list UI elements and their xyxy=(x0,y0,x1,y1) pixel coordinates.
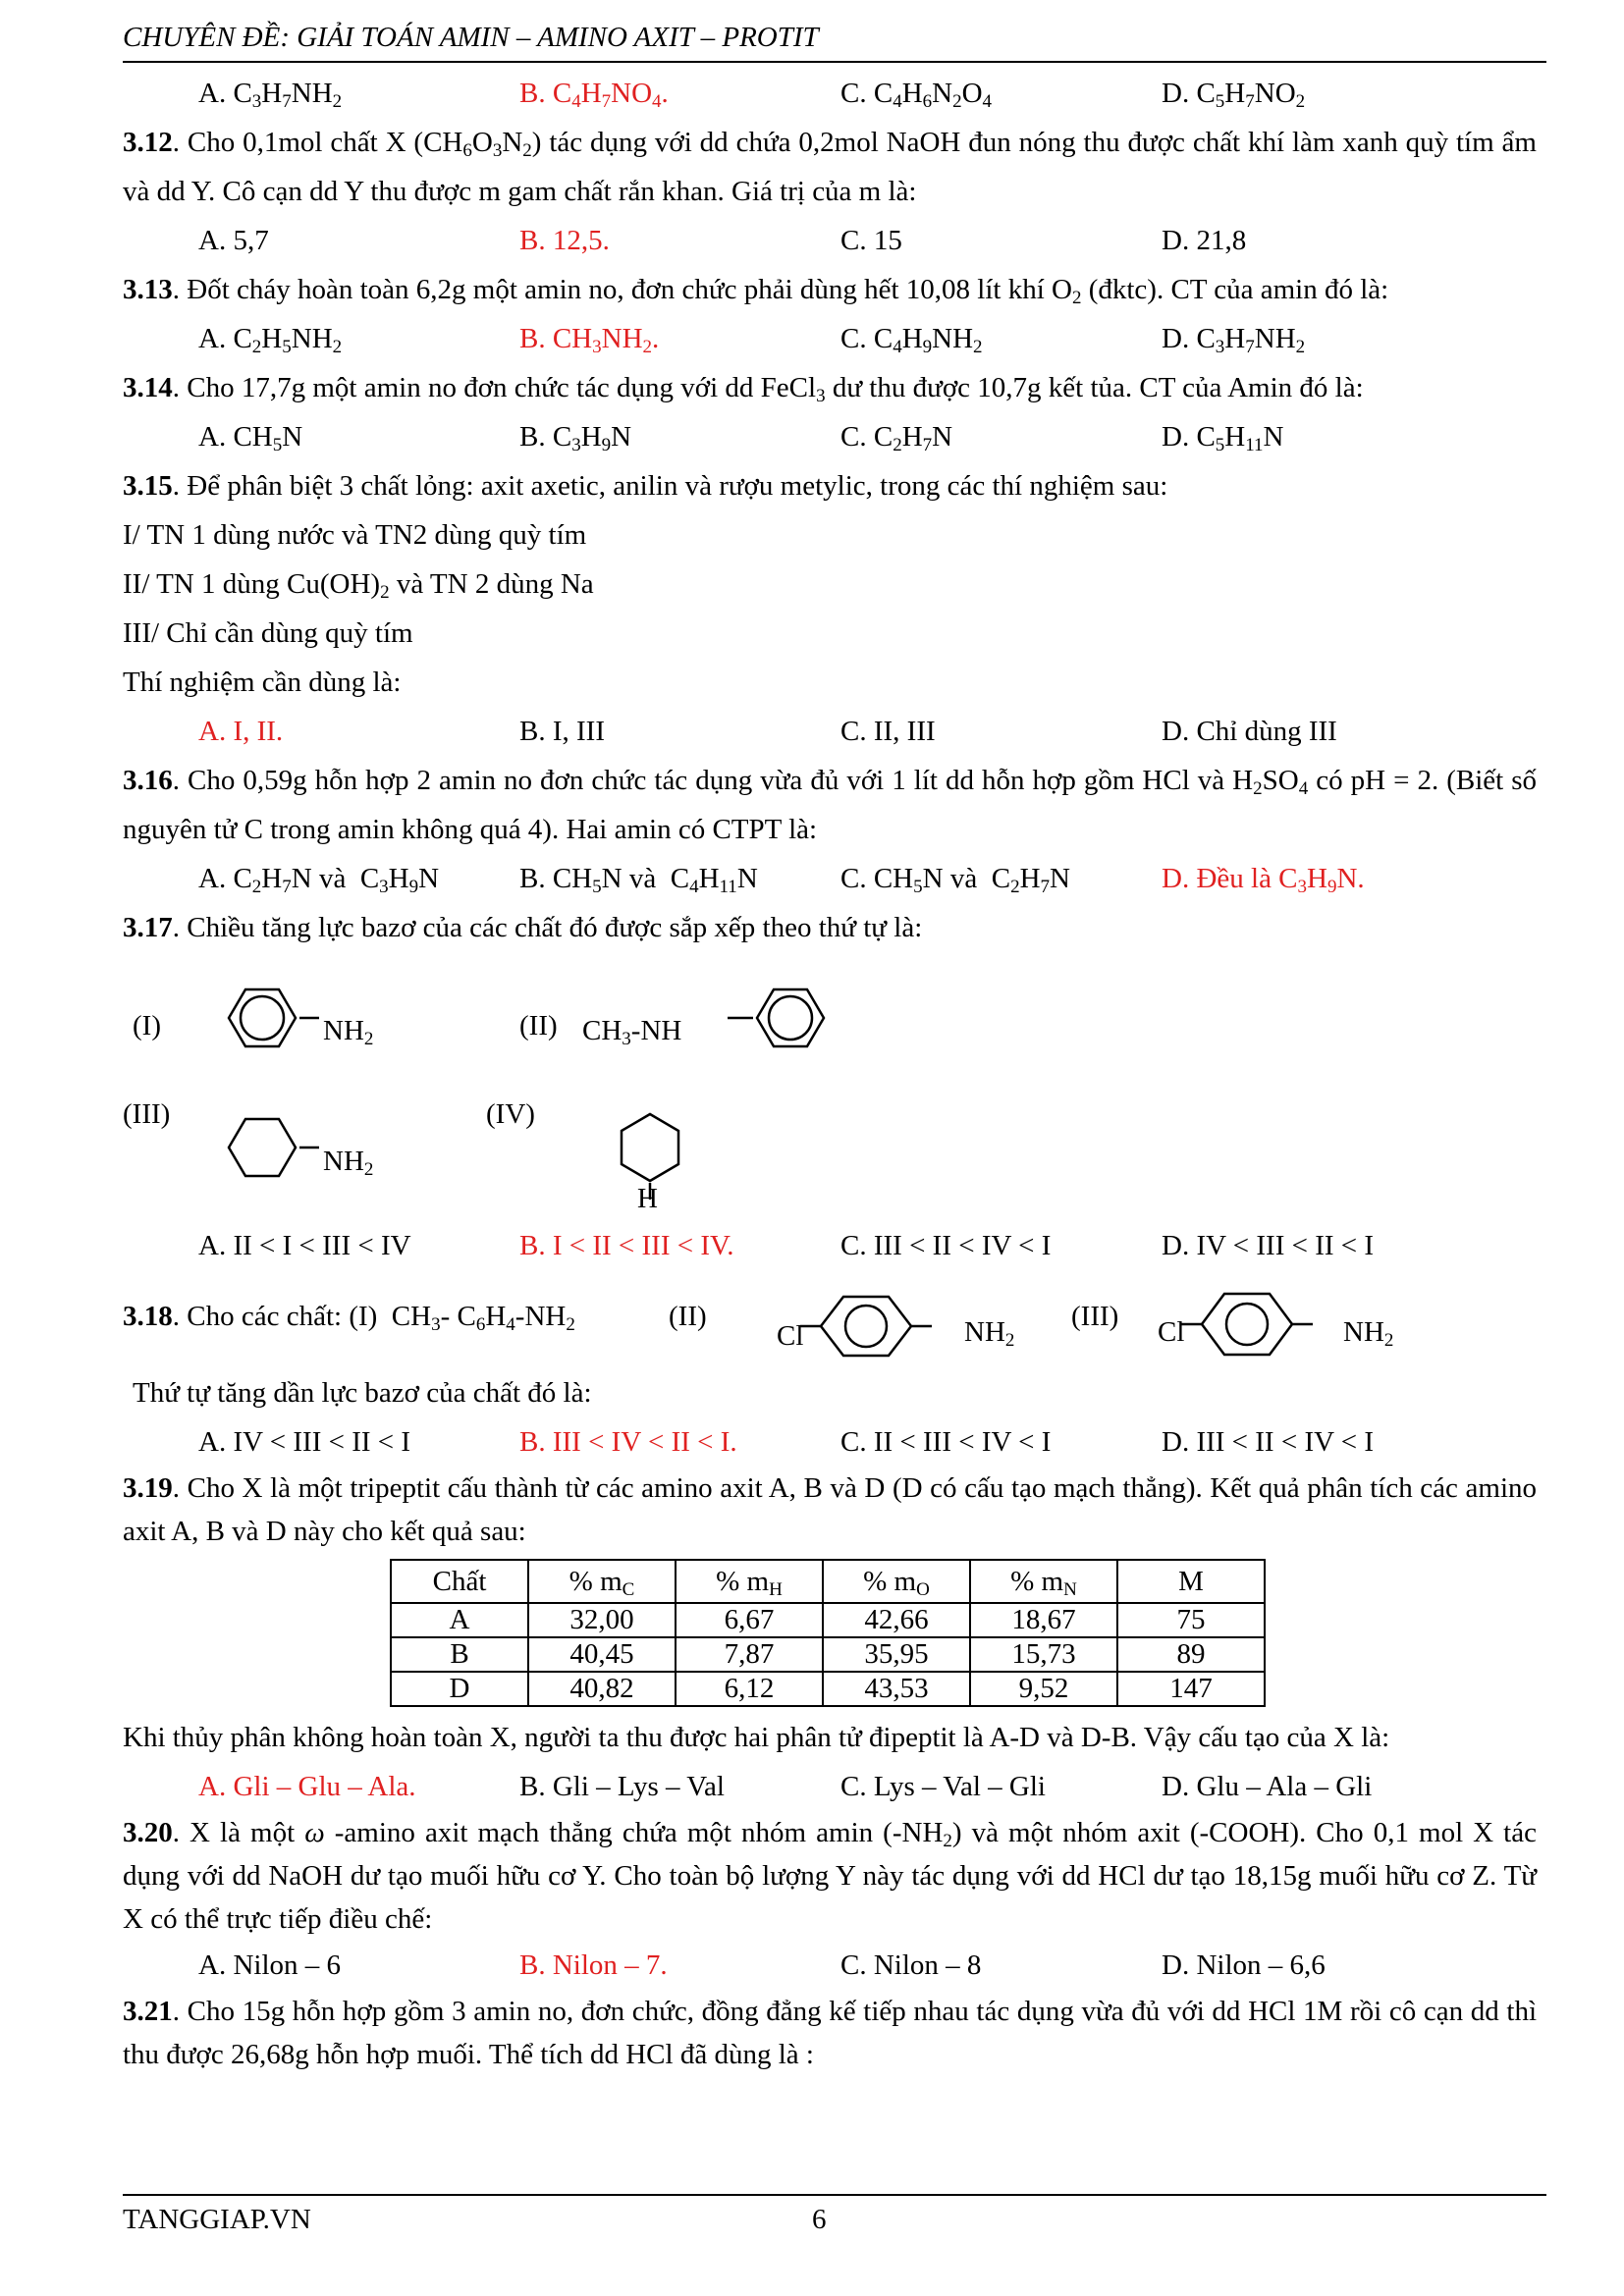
option-b: B. III < IV < II < I. xyxy=(519,1426,737,1458)
option-a: A. $C_2H_7N$ và $C_3H_9N$ xyxy=(198,863,440,897)
option-d: D. $C_5H_7NO_2$ xyxy=(1162,78,1306,112)
option-a: A. I, II. xyxy=(198,716,284,747)
option-d: D. 21,8 xyxy=(1162,225,1247,256)
question-3-17: 3.17. Chiều tăng lực bazơ của các chất đó được sắp xếp theo thứ tự là: xyxy=(123,912,923,943)
question-3-18 xyxy=(123,1280,1537,1368)
option-a: A. $CH_5N$ xyxy=(198,421,303,455)
question-text: Cho 15g hỗn hợp gồm 3 amin no, đơn chức, đồng đẳng kế tiếp nhau tác dụng vừa đủ với dd HCl 1M rồi cô cạn dd thì thu được 26,68g hỗn hợp muối. Thể tích dd HCl đã dùng là : xyxy=(123,1996,1538,2070)
question-number: 3.21 xyxy=(123,1996,173,2027)
option-a: A. IV < III < II < I xyxy=(198,1426,411,1458)
label-nh2-iii: $NH_2$ xyxy=(1343,1316,1394,1351)
options-row xyxy=(123,1762,1537,1811)
question-line: II/ TN 1 dùng $Cu(OH)_2$ và TN 2 dùng Na xyxy=(123,568,594,603)
table-cell: 15,73 xyxy=(970,1637,1117,1672)
question-text: Để phân biệt 3 chất lỏng: axit axetic, anilin và rượu metylic, trong các thí nghiệm sau: xyxy=(187,470,1168,502)
label-cl-ii: Cl xyxy=(777,1320,804,1352)
label-h-row xyxy=(123,1174,1537,1214)
footer-divider xyxy=(123,2194,1546,2196)
label-ch3nh: $CH_3-NH$ xyxy=(582,1015,682,1049)
option-b: B. 12,5. xyxy=(519,225,610,256)
options-row xyxy=(123,1221,1537,1270)
option-d: D. IV < III < II < I xyxy=(1162,1230,1375,1261)
option-c: C. $C_4H_6N_2O_4$ xyxy=(840,78,993,112)
options-row xyxy=(123,69,1537,118)
options-row xyxy=(123,1941,1537,1990)
option-d: D. $C_5H_{11}N$ xyxy=(1162,421,1284,455)
table-cell: A xyxy=(391,1603,528,1637)
table-cell: 40,45 xyxy=(528,1637,676,1672)
benzene-ring-i xyxy=(229,989,319,1046)
label-ii: (II) xyxy=(669,1301,707,1332)
options-row xyxy=(123,854,1537,903)
label-nh2-i: $NH_2$ xyxy=(323,1015,374,1049)
options-row xyxy=(123,412,1537,461)
table-cell: 40,82 xyxy=(528,1672,676,1706)
option-c: C. Nilon – 8 xyxy=(840,1949,982,1981)
question-line: Thí nghiệm cần dùng là: xyxy=(123,667,402,698)
label-i: (I) xyxy=(133,1010,161,1041)
options-row xyxy=(123,216,1537,265)
option-c: C. II < III < IV < I xyxy=(840,1426,1052,1458)
table-cell: B xyxy=(391,1637,528,1672)
option-a: A. Nilon – 6 xyxy=(198,1949,341,1981)
option-c: C. $C_4H_9NH_2$ xyxy=(840,323,983,357)
option-b: B. $C_4H_7NO_4$. xyxy=(519,78,669,112)
option-b: B. $CH_3NH_2$. xyxy=(519,323,660,357)
footer-site: TANGGIAP.VN xyxy=(123,2204,311,2235)
option-d: D. Nilon – 6,6 xyxy=(1162,1949,1326,1981)
table-cell: 89 xyxy=(1117,1637,1265,1672)
option-d: D. III < II < IV < I xyxy=(1162,1426,1375,1458)
table-cell: D xyxy=(391,1672,528,1706)
page-number: 6 xyxy=(812,2204,827,2235)
table-row xyxy=(391,1637,1265,1672)
question-3-21: 3.21. Cho 15g hỗn hợp gồm 3 amin no, đơn chức, đồng đẳng kế tiếp nhau tác dụng vừa đủ với dd HCl 1M rồi cô cạn dd thì thu được 26,68g hỗn hợp muối. Thể tích dd HCl đã dùng là : xyxy=(123,1996,1538,2070)
column-header: % $m_H$ xyxy=(676,1560,823,1603)
option-b: B. I < II < III < IV. xyxy=(519,1230,734,1261)
question-line: I/ TN 1 dùng nước và TN2 dùng quỳ tím xyxy=(123,519,587,551)
option-b: B. $CH_5N$ và $C_4H_{11}N$ xyxy=(519,863,758,897)
column-header: M xyxy=(1117,1560,1265,1603)
label-ii: (II) xyxy=(519,1010,558,1041)
question-text: Cho X là một tripeptit cấu thành từ các amino axit A, B và D (D có cấu tạo mạch thẳng). Kết quả phân tích các amino axit A, B và D này cho kết quả sau: xyxy=(123,1472,1537,1547)
options-row xyxy=(123,707,1537,756)
option-c: C. 15 xyxy=(840,225,902,256)
option-b: B. Gli – Lys – Val xyxy=(519,1771,725,1802)
page-content xyxy=(123,69,1537,2076)
label-cl-iii: Cl xyxy=(1158,1316,1185,1348)
column-header: % $m_O$ xyxy=(823,1560,970,1603)
option-c: C. $C_2H_7N$ xyxy=(840,421,953,455)
question-3-14: 3.14. Cho 17,7g một amin no đơn chức tác dụng với dd FeCl$_3$ dư thu được 10,7g kết tủa. CT của Amin đó là: xyxy=(123,372,1364,406)
option-c: C. II, III xyxy=(840,716,936,747)
question-number: 3.14 xyxy=(123,372,173,403)
label-nh2-iii: $NH_2$ xyxy=(323,1146,374,1180)
table-cell: 7,87 xyxy=(676,1637,823,1672)
table-row xyxy=(391,1603,1265,1637)
option-a: A. 5,7 xyxy=(198,225,269,256)
label-iv: (IV) xyxy=(486,1098,535,1130)
question-number: 3.20 xyxy=(123,1817,173,1848)
option-b: B. $C_3H_9N$ xyxy=(519,421,632,455)
question-number: 3.16 xyxy=(123,765,173,796)
table-header-row xyxy=(391,1560,1265,1603)
question-line: Khi thủy phân không hoàn toàn X, người ta thu được hai phân tử đipeptit là A-D và D-B. Vậy cấu tạo của X là: xyxy=(123,1722,1390,1753)
question-line xyxy=(123,1368,1537,1417)
option-d: D. Glu – Ala – Gli xyxy=(1162,1771,1373,1802)
question-number: 3.17 xyxy=(123,912,173,943)
question-3-20: 3.20. X là một ω -amino axit mạch thẳng chứa một nhóm amin $(-NH_2)$ và một nhóm axit (-COOH). Cho 0,1 mol X tác dụng với dd NaOH dư tạo muối hữu cơ Y. Cho toàn bộ lượng Y này tác dụng với dd HCl dư tạo 18,15g muối hữu cơ Z. Từ X có thể trực tiếp điều chế: xyxy=(123,1817,1537,1935)
header-divider xyxy=(123,61,1546,63)
column-header: Chất xyxy=(391,1560,528,1603)
question-3-16: 3.16. Cho 0,59g hỗn hợp 2 amin no đơn chức tác dụng vừa đủ với 1 lít dd hỗn hợp gồm HCl và $H_2SO_4$ có pH = 2. (Biết số nguyên tử C trong amin không quá 4). Hai amin có CTPT là: xyxy=(123,765,1537,845)
question-number: 3.12 xyxy=(123,127,173,158)
table-cell: 18,67 xyxy=(970,1603,1117,1637)
column-header: % $m_N$ xyxy=(970,1560,1117,1603)
option-b: B. I, III xyxy=(519,716,605,747)
label-nh2-ii: $NH_2$ xyxy=(964,1316,1015,1351)
option-a: A. II < I < III < IV xyxy=(198,1230,411,1261)
table-cell: 6,12 xyxy=(676,1672,823,1706)
structures-3-17 xyxy=(123,952,1537,1207)
label-h: H xyxy=(637,1183,658,1214)
table-cell: 43,53 xyxy=(823,1672,970,1706)
option-a: A. $C_2H_5NH_2$ xyxy=(198,323,343,357)
benzene-ring-ii xyxy=(800,1297,932,1356)
question-number: 3.13 xyxy=(123,274,173,305)
question-number: 3.18 xyxy=(123,1301,173,1332)
option-c: C. $CH_5N$ và $C_2H_7N$ xyxy=(840,863,1070,897)
benzene-ring-ii xyxy=(728,989,824,1046)
option-a: A. Gli – Glu – Ala. xyxy=(198,1771,416,1802)
table-row xyxy=(391,1672,1265,1706)
table-cell: 35,95 xyxy=(823,1637,970,1672)
question-3-18-text: 3.18. Cho các chất: (I) $CH_3-$ $C_6H_4-NH_2$ xyxy=(123,1301,575,1335)
table-cell: 32,00 xyxy=(528,1603,676,1637)
question-number: 3.15 xyxy=(123,470,173,502)
table-cell: 6,67 xyxy=(676,1603,823,1637)
table-cell: 42,66 xyxy=(823,1603,970,1637)
cyclohexane-ring-iii xyxy=(229,1119,319,1176)
label-iii: (III) xyxy=(1071,1301,1119,1332)
options-row xyxy=(123,1417,1537,1467)
page-header: CHUYÊN ĐỀ: GIẢI TOÁN AMIN – AMINO AXIT – PROTIT xyxy=(123,22,819,53)
benzene-ring-iii xyxy=(1181,1294,1313,1355)
question-3-15: 3.15. Để phân biệt 3 chất lỏng: axit axetic, anilin và rượu metylic, trong các thí nghiệm sau: xyxy=(123,470,1168,502)
options-row xyxy=(123,314,1537,363)
table-cell: 9,52 xyxy=(970,1672,1117,1706)
question-text: Thứ tự tăng dần lực bazơ của chất đó là: xyxy=(133,1377,592,1409)
structure-diagram xyxy=(123,1280,1537,1368)
question-3-13: 3.13. Đốt cháy hoàn toàn 6,2g một amin no, đơn chức phải dùng hết 10,08 lít khí $O_2$ (đktc). CT của amin đó là: xyxy=(123,274,1389,308)
question-3-12: 3.12. Cho 0,1mol chất X $(CH_6O_3N_2)$ tác dụng với dd chứa 0,2mol NaOH đun nóng thu được chất khí làm xanh quỳ tím ẩm và dd Y. Cô cạn dd Y thu được m gam chất rắn khan. Giá trị của m là: xyxy=(123,127,1537,207)
composition-table xyxy=(390,1559,1266,1707)
option-d: D. Đều là $C_3H_9N$. xyxy=(1162,863,1365,897)
question-line: III/ Chỉ cần dùng quỳ tím xyxy=(123,617,413,649)
label-iii: (III) xyxy=(123,1098,171,1130)
question-3-19: 3.19. Cho X là một tripeptit cấu thành từ các amino axit A, B và D (D có cấu tạo mạch thẳng). Kết quả phân tích các amino axit A, B và D này cho kết quả sau: xyxy=(123,1472,1537,1547)
option-c: C. III < II < IV < I xyxy=(840,1230,1052,1261)
option-d: D. Chỉ dùng III xyxy=(1162,716,1337,747)
table-cell: 75 xyxy=(1117,1603,1265,1637)
question-text: Chiều tăng lực bazơ của các chất đó được sắp xếp theo thứ tự là: xyxy=(187,912,923,943)
option-a: A. $C_3H_7NH_2$ xyxy=(198,78,343,112)
option-d: D. $C_3H_7NH_2$ xyxy=(1162,323,1306,357)
question-number: 3.19 xyxy=(123,1472,173,1504)
option-c: C. Lys – Val – Gli xyxy=(840,1771,1046,1802)
column-header: % $m_C$ xyxy=(528,1560,676,1603)
table-cell: 147 xyxy=(1117,1672,1265,1706)
option-b: B. Nilon – 7. xyxy=(519,1949,668,1981)
